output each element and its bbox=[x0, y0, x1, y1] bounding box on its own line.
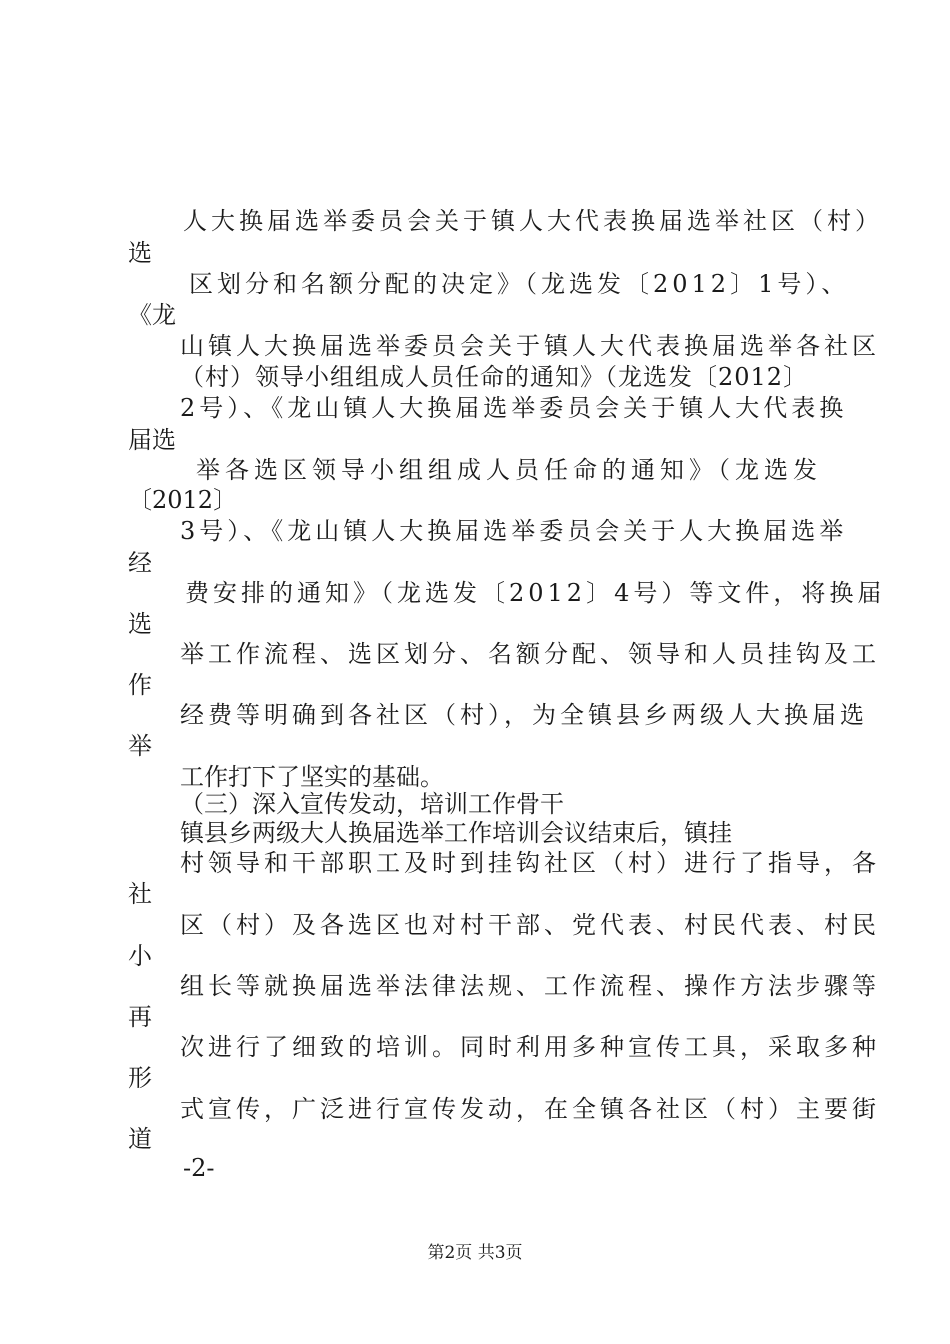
text-line: 《龙 bbox=[128, 301, 176, 329]
text-line: 工作打下了坚实的基础。 bbox=[180, 763, 444, 791]
text-line: 3号）、《龙山镇人大换届选举委员会关于人大换届选举 bbox=[180, 517, 848, 545]
text-line: 组长等就换届选举法律法规、工作流程、操作方法步骤等 bbox=[180, 972, 880, 1000]
text-line: 举工作流程、选区划分、名额分配、领导和人员挂钩及工 bbox=[180, 640, 880, 668]
text-line: 经 bbox=[128, 549, 152, 577]
text-line: 费安排的通知》（龙选发〔2012〕4号）等文件，将换届 bbox=[185, 579, 886, 607]
text-line: 式宣传，广泛进行宣传发动，在全镇各社区（村）主要街 bbox=[180, 1095, 880, 1123]
text-line: 作 bbox=[128, 671, 152, 699]
text-line: 社 bbox=[128, 880, 152, 908]
text-line: 经费等明确到各社区（村），为全镇县乡两级人大换届选 bbox=[180, 701, 868, 729]
text-line: 2号）、《龙山镇人大换届选举委员会关于镇人大代表换 bbox=[180, 394, 848, 422]
text-line: 区划分和名额分配的决定》（龙选发〔2012〕1号）、 bbox=[189, 270, 850, 298]
text-line: 再 bbox=[128, 1003, 152, 1031]
text-line: 人大换届选举委员会关于镇人大代表换届选举社区（村） bbox=[183, 207, 883, 235]
text-line: 届选 bbox=[128, 426, 176, 454]
text-line: 形 bbox=[128, 1064, 152, 1092]
text-line: 镇县乡两级大人换届选举工作培训会议结束后，镇挂 bbox=[180, 819, 732, 847]
page-footer: 第2页 共3页 bbox=[427, 1243, 523, 1263]
text-line: 次进行了细致的培训。同时利用多种宣传工具，采取多种 bbox=[180, 1033, 880, 1061]
text-line: 小 bbox=[128, 942, 152, 970]
text-line: （村）领导小组组成人员任命的通知》（龙选发〔2012〕 bbox=[180, 363, 809, 391]
text-line: 村领导和干部职工及时到挂钩社区（村）进行了指导，各 bbox=[180, 849, 880, 877]
section-heading: （三）深入宣传发动，培训工作骨干 bbox=[180, 790, 564, 818]
text-line: 道 bbox=[128, 1125, 152, 1153]
page-number: -2- bbox=[183, 1154, 215, 1182]
text-line: 〔2012〕 bbox=[128, 486, 238, 514]
text-line: 选 bbox=[128, 610, 152, 638]
text-line: 举各选区领导小组组成人员任命的通知》（龙选发 bbox=[196, 456, 822, 484]
text-line: 山镇人大换届选举委员会关于镇人大代表换届选举各社区 bbox=[180, 332, 880, 360]
text-line: 举 bbox=[128, 732, 152, 760]
text-line: 选 bbox=[128, 239, 152, 267]
text-line: 区（村）及各选区也对村干部、党代表、村民代表、村民 bbox=[180, 911, 880, 939]
